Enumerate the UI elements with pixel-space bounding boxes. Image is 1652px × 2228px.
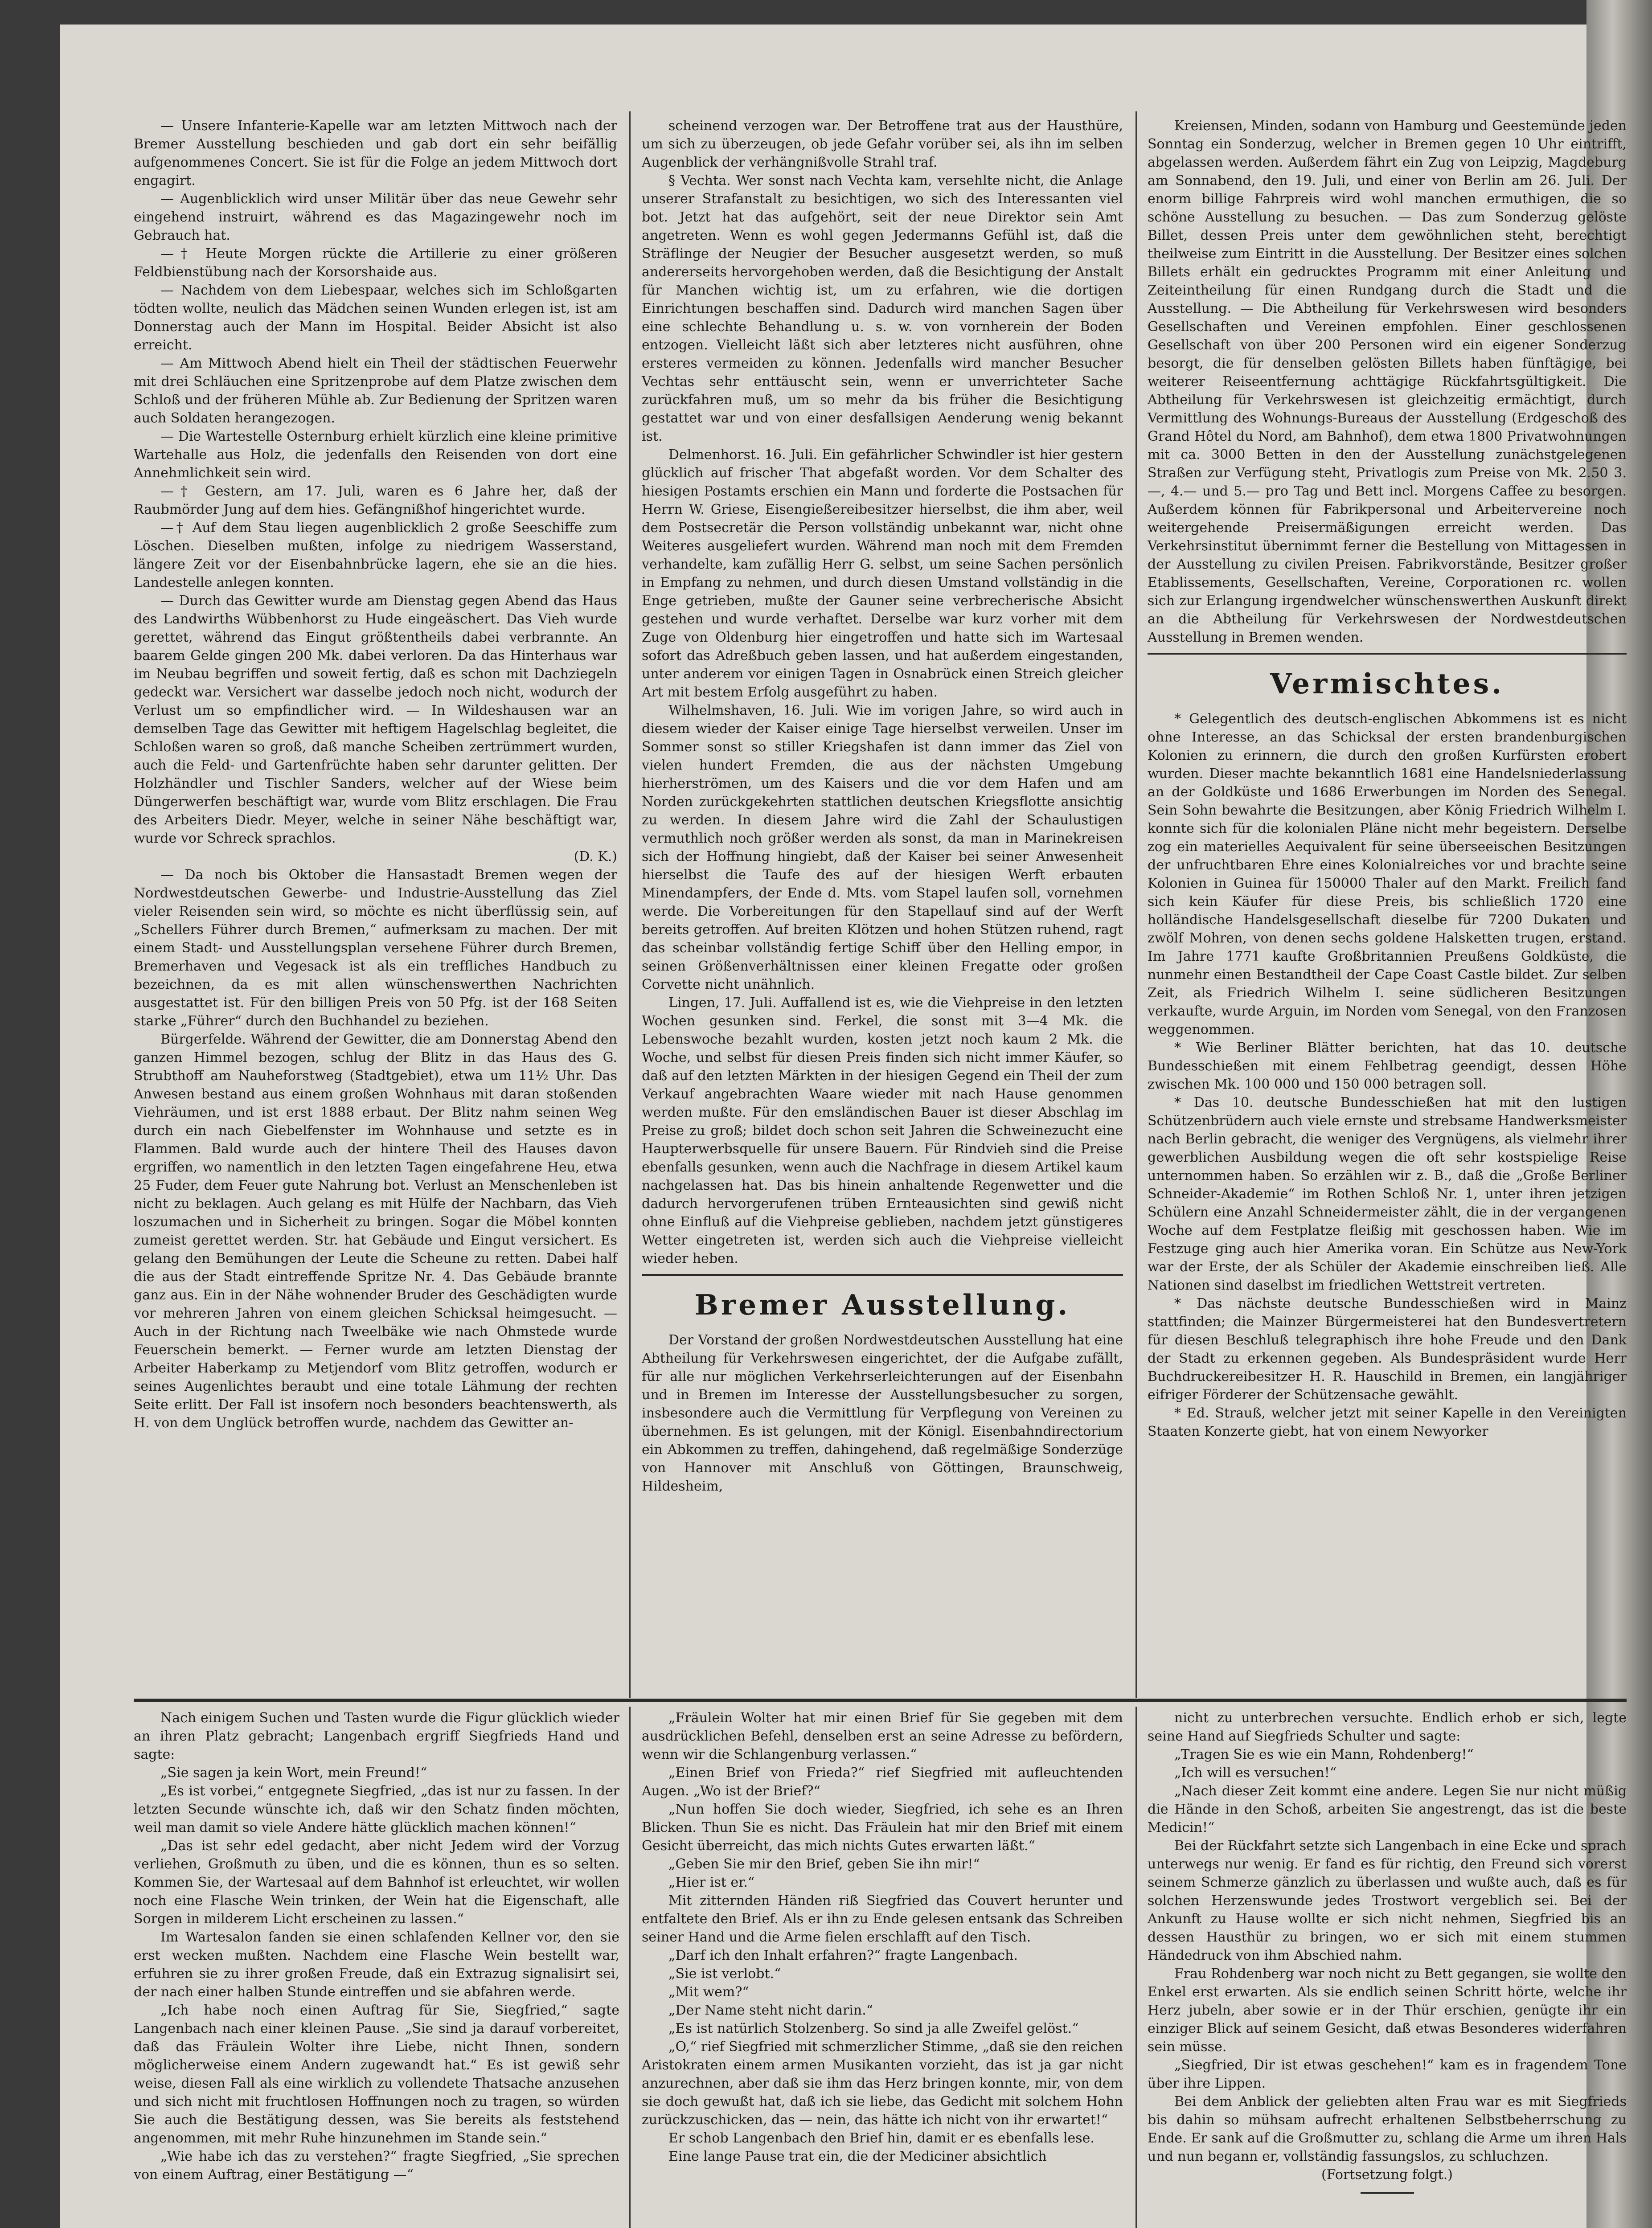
article-paragraph: * Gelegentlich des deutsch-englischen Abkommens ist es nicht ohne Interesse, an das Schicksal der ersten brandenburgischen Kolonien zu erinnern, die durch den großen Kurfürsten erobert wurden. Dieser machte bekanntlich 1681 eine Handelsniederlassung an der Goldküste und 1686 Erwerbungen im Norden des Senegal. Sein Sohn bewahrte die Besitzungen, aber König Friedrich Wilhelm I. konnte sich für die kolonialen Pläne nicht mehr begeistern. Derselbe zog ein materielles Aequivalent für seine überseeischen Besitzungen der unfruchtbaren Ehre eines Kolonialreiches vor und brachte seine Kolonien in Guinea für 150000 Thaler auf den Markt. Freilich fand sich kein Käufer für diese Preis, bis schließlich 1720 eine holländische Handelsgesellschaft dieselbe für 7200 Dukaten und zwölf Mohren, von denen sechs goldene Halsketten trugen, erstand. Im Jahre 1771 kaufte Großbritannien Preußens Goldküste, die nunmehr einen Bestandtheil der Cape Coast Castle bildet. Zur selben Zeit, als Friedrich Wilhelm I. seine südlicheren Besitzungen verkaufte, wurde Arguin, im Norden vom Senegal, von den Franzosen weggenommen. xyxy=(1148,711,1627,1037)
section-heading-vermischtes: Vermischtes. xyxy=(1270,667,1504,700)
article-paragraph: —† Auf dem Stau liegen augenblicklich 2 große Seeschiffe zum Löschen. Dieselben mußten, infolge zu niedrigem Wasserstand, längere Zeit vor der Eisenbahnbrücke lagern, ehe sie an die hies. Landestelle anlegen konnten. xyxy=(134,520,617,590)
column-left xyxy=(134,117,617,1432)
story-paragraph: Bei der Rückfahrt setzte sich Langenbach in eine Ecke und sprach unterwegs nur wenig. Er fand es für richtig, den Freund sich vorerst seinem Schmerze gänzlich zu überlassen und wußte auch, daß es für solchen Herzenswunde jedes Trostwort vergeblich sei. Bei der Ankunft zu Hause wollte er sich nicht nehmen, Siegfried bis an dessen Hausthür zu bringen, wo er sich mit einem stummen Händedruck von ihm Abschied nahm. xyxy=(1148,1838,1627,1963)
article-paragraph: — Da noch bis Oktober die Hansastadt Bremen wegen der Nordwestdeutschen Gewerbe- und Industrie-Ausstellung das Ziel vieler Reisenden sein wird, so möchte es nicht überflüssig sein, auf „Schellers Führer durch Bremen,“ aufmerksam zu machen. Der mit einem Stadt- und Ausstellungsplan versehene Führer durch Bremen, Bremerhaven und Vegesack ist als ein treffliches Handbuch zu bezeichnen, da es mit allen wünschenswerthen Nachrichten ausgestattet ist. Für den billigen Preis von 50 Pfg. ist der 168 Seiten starke „Führer“ durch den Buchhandel zu beziehen. xyxy=(134,867,617,1029)
column-divider xyxy=(629,1707,631,2228)
story-paragraph: „Hier ist er.“ xyxy=(668,1875,755,1890)
article-paragraph: — Nachdem von dem Liebespaar, welches sich im Schloßgarten tödten wollte, neulich das Mädchen seinen Wunden erlegen ist, ist am Donnerstag auch der Mann im Hospital. Beider Absicht ist also erreicht. xyxy=(134,283,617,353)
story-paragraph: „Tragen Sie es wie ein Mann, Rohdenberg!“ xyxy=(1174,1747,1474,1762)
end-rule xyxy=(1361,2192,1414,2194)
article-paragraph: Lingen, 17. Juli. Auffallend ist es, wie die Viehpreise in den letzten Wochen gesunken sind. Ferkel, die sonst mit 3—4 Mk. die Lebenswoche bezahlt wurden, kosten jetzt noch kaum 2 Mk. die Woche, und selbst für diesen Preis finden sich nicht immer Käufer, so daß auf den letzten Märkten in der hiesigen Gegend ein Theil der zum Verkauf angebrachten Waare wieder mit nach Hause genommen werden mußte. Für den emsländischen Bauer ist dieser Abschlag im Preise zu groß; bildet doch schon seit Jahren die Schweinezucht eine Haupterwerbsquelle für unsere Bauern. Für Rindvieh sind die Preise ebenfalls gesunken, wenn auch die Nachfrage in diesem Artikel kaum nachgelassen hat. Das bis hinein anhaltende Regenwetter und die dadurch hervorgerufenen trüben Ernteausichten sind gewiß nicht ohne Einfluß auf die Viehpreise geblieben, nachdem jetzt günstigeres Wetter eingetreten ist, werden sich auch die Viehpreise vielleicht wieder heben. xyxy=(642,995,1123,1266)
story-paragraph: „Der Name steht nicht darin.“ xyxy=(668,2003,873,2018)
story-paragraph: „Sie ist verlobt.“ xyxy=(668,1966,781,1982)
story-paragraph: „Ich habe noch einen Auftrag für Sie, Siegfried,“ sagte Langenbach nach einer kleinen Pause. „Sie sind ja darauf vorbereitet, daß das Fräulein Wolter ihre Liebe, nicht Ihnen, sondern möglicherweise einem Andern zugewandt hat.“ Es ist gewiß sehr weise, diesen Fall als eine wirklich zu vollendete Thatsache anzusehen und sich nicht mit fruchtlosen Hoffnungen noch zu tragen, so würden Sie auch die Bestätigung dessen, was Sie bereits als feststehend angenommen, mit mehr Ruhe hinzunehmen im Stande sein.“ xyxy=(134,2003,619,2146)
story-paragraph: „Nach dieser Zeit kommt eine andere. Legen Sie nur nicht müßig die Hände in den Schoß, arbeiten Sie angestrengt, das ist die beste Medicin!“ xyxy=(1148,1783,1627,1835)
article-paragraph: Bürgerfelde. Während der Gewitter, die am Donnerstag Abend den ganzen Himmel bezogen, schlug der Blitz in das Haus des G. Strubthoff am Nauheforstweg (Stadtgebiet), etwa um 11½ Uhr. Das Anwesen bestand aus einem großen Wohnhaus mit daran stoßenden Viehräumen, und ist erst 1888 erbaut. Der Blitz nahm seinen Weg durch ein nach Giebelfenster im Wohnhause und setzte es in Flammen. Bald wurde auch der hintere Theil des Hauses davon ergriffen, wo namentlich in den letzten Tagen eingefahrene Heu, etwa 25 Fuder, dem Feuer gute Nahrung bot. Verlust an Menschenleben ist nicht zu beklagen. Auch gelang es mit Hülfe der Nachbarn, das Vieh loszumachen und in Sicherheit zu bringen. Sogar die Möbel konnten zumeist gerettet werden. Str. hat Gebäude und Eingut versichert. Es gelang den Bemühungen der Leute die Scheune zu retten. Dabei half die aus der Stadt eintreffende Spritze Nr. 4. Das Gebäude brannte ganz aus. Ein in der Nähe wohnender Bruder des Geschädigten wurde vor mehreren Jahren von einem gleichen Schicksal heimgesucht. — Auch in der Richtung nach Tweelbäke wie nach Ohmstede wurde Feuerschein bemerkt. — Ferner wurde am letzten Dienstag der Arbeiter Haberkamp zu Metjendorf vom Blitz getroffen, wodurch er seines Augenlichtes beraubt und eine totale Lähmung der rechten Seite erlitt. Der Fall ist insofern noch besonders beachtenswerth, als H. von dem Unglück betroffen wurde, nachdem das Gewitter an- xyxy=(134,1032,617,1431)
story-paragraph: nicht zu unterbrechen versuchte. Endlich erhob er sich, legte seine Hand auf Siegfrieds Schulter und sagte: xyxy=(1148,1710,1627,1744)
article-paragraph: § Vechta. Wer sonst nach Vechta kam, versehlte nicht, die Anlage unserer Strafanstalt zu besichtigen, wo sich des Interessanten viel bot. Jetzt hat das aufgehört, seit der neue Direktor sein Amt angetreten. Wenn es wohl gegen Jedermanns Gefühl ist, daß die Sträflinge der Neugier der Besucher ausgesetzt werden, so muß andererseits hervorgehoben werden, daß die Besichtigung der Anstalt für Manchen wichtig ist, um zu erfahren, wie die dortigen Einrichtungen beschaffen sind. Dadurch wird manchen Sagen über eine schlechte Behandlung u. s. w. von vornherein der Boden entzogen. Vielleicht läßt sich aber letzteres nicht ausführen, ohne ersteres vermeiden zu können. Jedenfalls wird mancher Besucher Vechtas sehr enttäuscht sein, wenn er unverrichteter Sache zurückfahren muß, um so mehr da bis früher die Besichtigung gestattet war und von einer desfallsigen Aenderung wenig bekannt ist. xyxy=(642,173,1123,444)
story-paragraph: „Ich will es versuchen!“ xyxy=(1174,1765,1337,1781)
feuilleton-column-1 xyxy=(134,1709,619,2184)
story-paragraph: „Es ist vorbei,“ entgegnete Siegfried, „das ist nur zu fassen. In der letzten Secunde wünschte ich, daß wir den Schatz finden möchten, weil man damit so viele Andere hätte glücklich machen können!“ xyxy=(134,1783,619,1835)
story-paragraph: „Wie habe ich das zu verstehen?“ fragte Siegfried, „Sie sprechen von einem Auftrag, einer Bestätigung —“ xyxy=(134,2149,619,2183)
article-paragraph: * Ed. Strauß, welcher jetzt mit seiner Kapelle in den Vereinigten Staaten Konzerte giebt, hat von einem Newyorker xyxy=(1148,1405,1627,1439)
feuilleton-column-3 xyxy=(1148,1709,1627,2194)
story-paragraph: „Einen Brief von Frieda?“ rief Siegfried mit aufleuchtenden Augen. „Wo ist der Brief?“ xyxy=(642,1765,1123,1799)
article-paragraph: scheinend verzogen war. Der Betroffene trat aus der Hausthüre, um sich zu überzeugen, ob jede Gefahr vorüber sei, als ihn im selben Augenblick der verhängnißvolle Strahl traf. xyxy=(642,118,1123,170)
article-signature: (D. K.) xyxy=(574,849,617,864)
column-divider xyxy=(629,111,631,1698)
article-paragraph: * Das 10. deutsche Bundesschießen hat mit den lustigen Schützenbrüdern auch viele ernste und strebsame Handwerksmeister nach Berlin gebracht, die weniger des Vergnügens, als vielmehr ihrer gewerblichen Ausbildung wegen die oft sehr kostspielige Reise unternommen haben. So erzählen wir z. B., daß die „Große Berliner Schneider-Akademie“ im Rothen Schloß Nr. 1, unter ihren jetzigen Schülern eine Anzahl Schneidermeister zählt, die in der vergangenen Woche auf dem Festplatze fleißig mit geschossen haben. Wie im Festzuge ging auch hier Amerika voran. Ein Schütze aus New-York war der Erste, der als Schüler der Akademie einschreiben ließ. Alle Nationen sind daselbst im friedlichen Wettstreit vertreten. xyxy=(1148,1095,1627,1293)
article-paragraph: — Die Wartestelle Osternburg erhielt kürzlich eine kleine primitive Wartehalle aus Holz, die jedenfalls den Reisenden von dort eine Annehmlichkeit sein wird. xyxy=(134,429,617,481)
section-heading-bremer: Bremer Ausstellung. xyxy=(694,1288,1070,1321)
article-paragraph: — Am Mittwoch Abend hielt ein Theil der städtischen Feuerwehr mit drei Schläuchen eine Spritzenprobe auf dem Platze zwischen dem Schloß und der früheren Mühle ab. Zur Bedienung der Spritzen waren auch Soldaten herangezogen. xyxy=(134,356,617,426)
article-paragraph: Der Vorstand der großen Nordwestdeutschen Ausstellung hat eine Abtheilung für Verkehrswesen eingerichtet, der die Aufgabe zufällt, für alle nur möglichen Verkehrserleichterungen auf der Eisenbahn und in Bremen im Interesse der Ausstellungsbesucher zu sorgen, insbesondere auch die Vermittlung für Verpflegung von Vereinen zu übernehmen. Es ist gelungen, mit der Königl. Eisenbahndirectorium ein Abkommen zu treffen, dahingehend, daß regelmäßige Sonderzüge von Hannover mit Anschluß von Göttingen, Braunschweig, Hildesheim, xyxy=(642,1332,1123,1494)
article-paragraph: — Augenblicklich wird unser Militär über das neue Gewehr sehr eingehend instruirt, während es das Magazingewehr noch im Gebrauch hat. xyxy=(134,191,617,243)
story-paragraph: Nach einigem Suchen und Tasten wurde die Figur glücklich wieder an ihren Platz gebracht; Langenbach ergriff Siegfrieds Hand und sagte: xyxy=(134,1710,619,1762)
column-middle xyxy=(642,117,1123,1495)
story-paragraph: Mit zitternden Händen riß Siegfried das Couvert herunter und entfaltete den Brief. Als er ihn zu Ende gelesen entsank das Schreiben seiner Hand und die Arme fielen erschlafft auf den Tisch. xyxy=(642,1893,1123,1945)
story-paragraph: Er schob Langenbach den Brief hin, damit er es ebenfalls lese. xyxy=(668,2130,1095,2146)
article-paragraph: * Das nächste deutsche Bundesschießen wird in Mainz stattfinden; die Mainzer Bürgermeisterei hat den Bundesvertretern für diesen Beschluß telegraphisch ihre hohe Freude und den Dank der Stadt zu erkennen gegeben. Als Bundespräsident wurde Herr Buchdruckereibesitzer H. R. Hauschild in Bremen, ein langjähriger eifriger Förderer der Schützensache gewählt. xyxy=(1148,1296,1627,1403)
story-paragraph: „Es ist natürlich Stolzenberg. So sind ja alle Zweifel gelöst.“ xyxy=(668,2021,1079,2036)
column-divider xyxy=(1135,1707,1137,2228)
story-paragraph: „Mit wem?“ xyxy=(668,1984,749,2000)
story-paragraph: „Das ist sehr edel gedacht, aber nicht Jedem wird der Vorzug verliehen, Großmuth zu üben, und die es können, thun es so selten. Kommen Sie, der Wartesaal auf dem Bahnhof ist erleuchtet, wir wollen noch eine Flasche Wein trinken, der Wein hat die Eigenschaft, alle Sorgen in milderem Licht erscheinen zu lassen.“ xyxy=(134,1838,619,1927)
column-divider xyxy=(1135,111,1137,1698)
story-paragraph: „O,“ rief Siegfried mit schmerzlicher Stimme, „daß sie den reichen Aristokraten einem armen Musikanten vorzieht, das ist ja gar nicht anzurechnen, aber daß sie ihm das Herz bringen konnte, mir, von dem sie doch gewußt hat, daß ich sie liebe, das Gedicht mit solchem Hohn zurückzuschicken, das — nein, das hätte ich nicht von ihr erwartet!“ xyxy=(642,2039,1123,2128)
continuation-note: (Fortsetzung folgt.) xyxy=(1321,2167,1453,2183)
story-paragraph: „Fräulein Wolter hat mir einen Brief für Sie gegeben mit dem ausdrücklichen Befehl, denselben erst an seine Adresse zu befördern, wenn wir die Schlangenburg verlassen.“ xyxy=(642,1710,1123,1762)
story-paragraph: „Nun hoffen Sie doch wieder, Siegfried, ich sehe es an Ihren Blicken. Thun Sie es nicht. Das Fräulein hat mir den Brief mit einem Gesicht überreicht, das mich nichts Gutes erwarten läßt.“ xyxy=(642,1802,1123,1854)
section-rule xyxy=(1148,653,1627,655)
article-paragraph: Wilhelmshaven, 16. Juli. Wie im vorigen Jahre, so wird auch in diesem wieder der Kaiser einige Tage hierselbst verweilen. Unser im Sommer sonst so stiller Kriegshafen ist dann immer das Ziel von vielen hundert Fremden, die aus der nächsten Umgebung hierherströmen, um des Kaisers und die vor dem Hafen und am Norden zurückgekehrten stattlichen deutschen Kriegsflotte ansichtig zu werden. In diesem Jahre wird die Zahl der Schaulustigen vermuthlich noch größer werden als sonst, da man in Marinekreisen sich der Hoffnung hingiebt, daß der Kaiser bei seiner Anwesenheit hierselbst die Taufe des auf der hiesigen Werft erbauten Minendampfers, der Ende d. Mts. vom Stapel laufen soll, vornehmen werde. Die Vorbereitungen für den Stapellauf sind auf der Werft bereits getroffen. Auf breiten Klötzen und hohen Stützen ruhend, ragt das scheinbar vollständig fertige Schiff über den Helling empor, in seinen Größenverhältnissen einer kleinen Fregatte oder großen Corvette nicht unähnlich. xyxy=(642,703,1123,992)
article-paragraph: —† Heute Morgen rückte die Artillerie zu einer größeren Feldbienstübung nach der Korsorshaide aus. xyxy=(134,246,617,280)
story-paragraph: Bei dem Anblick der geliebten alten Frau war es mit Siegfrieds bis dahin so mühsam aufrecht erhaltenen Selbstbeherrschung zu Ende. Er sank auf die Großmutter zu, schlang die Arme um ihren Hals und nun begann er, vollständig fassungslos, zu schluchzen. xyxy=(1148,2094,1627,2164)
article-paragraph: — Unsere Infanterie-Kapelle war am letzten Mittwoch nach der Bremer Ausstellung beschieden und gab dort ein sehr beifällig aufgenommenes Concert. Sie ist für die Folge an jedem Mittwoch dort engagirt. xyxy=(134,118,617,188)
article-paragraph: Delmenhorst. 16. Juli. Ein gefährlicher Schwindler ist hier gestern glücklich auf frischer That abgefaßt worden. Vor dem Schalter des hiesigen Postamts erschien ein Mann und forderte die Postsachen für Herrn W. Griese, Eisengießereibesitzer hierselbst, die ihm aber, weil dem Postsecretär die Person vollständig unbekannt war, nicht ohne Weiteres ausgeliefert wurden. Während man noch mit dem Fremden verhandelte, kam zufällig Herr G. selbst, um seine Sachen persönlich in Empfang zu nehmen, und durch diesen Umstand vollständig in die Enge getrieben, mußte der Gauner seine verbrecherische Absicht gestehen und wurde verhaftet. Derselbe war kurz vorher mit dem Zuge von Oldenburg hier eingetroffen und hatte sich im Wartesaal sofort das Adreßbuch geben lassen, und hat außerdem eingestanden, unter anderem vor einigen Tagen in Osnabrück einen Streich gleicher Art mit bestem Erfolg ausgeführt zu haben. xyxy=(642,447,1123,700)
story-paragraph: „Sie sagen ja kein Wort, mein Freund!“ xyxy=(160,1765,427,1781)
story-paragraph: Im Wartesalon fanden sie einen schlafenden Kellner vor, den sie erst wecken mußten. Nachdem eine Flasche Wein bestellt war, erfuhren sie zu ihrer großen Freude, daß ein Extrazug signalisirt sei, der nach einer halben Stunde eintreffen und sie abfahren werde. xyxy=(134,1929,619,2000)
article-paragraph: Kreiensen, Minden, sodann von Hamburg und Geestemünde jeden Sonntag ein Sonderzug, welcher in Bremen gegen 10 Uhr eintrifft, abgelassen werden. Außerdem fährt ein Zug von Leipzig, Magdeburg am Sonnabend, den 19. Juli, und einer von Berlin am 26. Juli. Der enorm billige Fahrpreis wird wohl manchen ermuthigen, die so schöne Ausstellung zu besuchen. — Das zum Sonderzug gelöste Billet, dessen Preis unter dem gewöhnlichen steht, berechtigt theilweise zum Eintritt in die Ausstellung. Der Besitzer eines solchen Billets erhält ein gedrucktes Programm mit einer Anleitung und Zeiteintheilung für einen Rundgang durch die Stadt und die Ausstellung. — Die Abtheilung für Verkehrswesen wird besonders Gesellschaften und Vereinen empfohlen. Einer geschlossenen Gesellschaft von über 200 Personen wird ein eigener Sonderzug besorgt, die für denselben gelösten Billets haben fünftägige, bei weiterer Reiseentfernung achttägige Rückfahrtsgültigkeit. Die Abtheilung für Verkehrswesen ist gleichzeitig ermächtigt, durch Vermittlung des Wohnungs-Bureaus der Ausstellung (Erdgeschoß des Grand Hôtel du Nord, am Bahnhof), dem etwa 1800 Privatwohnungen mit ca. 3000 Betten in den der Ausstellung zunächstgelegenen Straßen zur Verfügung steht, Privatlogis zum Preise von Mk. 2.50 3.—, 4.— und 5.— pro Tag und Bett incl. Morgens Caffee zu besorgen. Außerdem können für Fabrikpersonal und Arbeitervereine noch weitergehende Preisermäßigungen erreicht werden. Das Verkehrsinstitut übernimmt ferner die Bestellung von Mittagessen in der Ausstellung zu civilen Preisen. Fabrikvorstände, Besitzer großer Etablissements, Gesellschaften, Vereine, Corporationen rc. wollen sich zur Erlangung irgendwelcher wünschenswerthen Auskunft direkt an die Abtheilung für Verkehrswesen der Nordwestdeutschen Ausstellung in Bremen wenden. xyxy=(1148,118,1627,645)
section-rule xyxy=(642,1274,1123,1276)
story-paragraph: „Darf ich den Inhalt erfahren?“ fragte Langenbach. xyxy=(668,1948,1018,1963)
column-right xyxy=(1148,117,1627,1441)
article-paragraph: * Wie Berliner Blätter berichten, hat das 10. deutsche Bundesschießen mit einem Fehlbetrag geendigt, dessen Höhe zwischen Mk. 100 000 und 150 000 betragen soll. xyxy=(1148,1040,1627,1092)
story-paragraph: „Siegfried, Dir ist etwas geschehen!“ kam es in fragendem Tone über ihre Lippen. xyxy=(1148,2057,1627,2091)
feuilleton-column-2 xyxy=(642,1709,1123,2166)
story-paragraph: Frau Rohdenberg war noch nicht zu Bett gegangen, sie wollte den Enkel erst erwarten. Als sie endlich seinen Schritt hörte, welche ihr Herz jubeln, aber sowie er in der Thür erschien, genügte ihr ein einziger Blick auf seinem Gesicht, daß etwas Besonderes widerfahren sein müsse. xyxy=(1148,1966,1627,2055)
article-paragraph: —† Gestern, am 17. Juli, waren es 6 Jahre her, daß der Raubmörder Jung auf dem hies. Gefängnißhof hingerichtet wurde. xyxy=(134,483,617,517)
section-rule xyxy=(134,1699,1627,1702)
article-paragraph: — Durch das Gewitter wurde am Dienstag gegen Abend das Haus des Landwirths Wübbenhorst zu Hude eingeäschert. Das Vieh wurde gerettet, während das Eingut größtentheils dabei verbrannte. An baarem Gelde gingen 200 Mk. dabei verloren. Da das Hinterhaus war im Neubau begriffen und soweit fertig, daß es schon mit Dachziegeln gedeckt war. Versichert war dasselbe jedoch noch nicht, wodurch der Verlust um so empfindlicher wird. — In Wildeshausen war an demselben Tage das Gewitter mit heftigem Hagelschlag begleitet, die Schloßen waren so groß, daß manche Scheiben zertrümmert wurden, auch die Feld- und Gartenfrüchte haben sehr darunter gelitten. Der Holzhändler und Tischler Sanders, welcher auf der Wiese beim Düngerwerfen beschäftigt war, wurde vom Blitz erschlagen. Die Frau des Arbeiters Diedr. Meyer, welche in seiner Nähe beschäftigt war, wurde vor Schreck sprachlos. xyxy=(134,593,617,846)
story-paragraph: „Geben Sie mir den Brief, geben Sie ihn mir!“ xyxy=(668,1856,980,1872)
story-paragraph: Eine lange Pause trat ein, die der Mediciner absichtlich xyxy=(668,2149,1047,2164)
